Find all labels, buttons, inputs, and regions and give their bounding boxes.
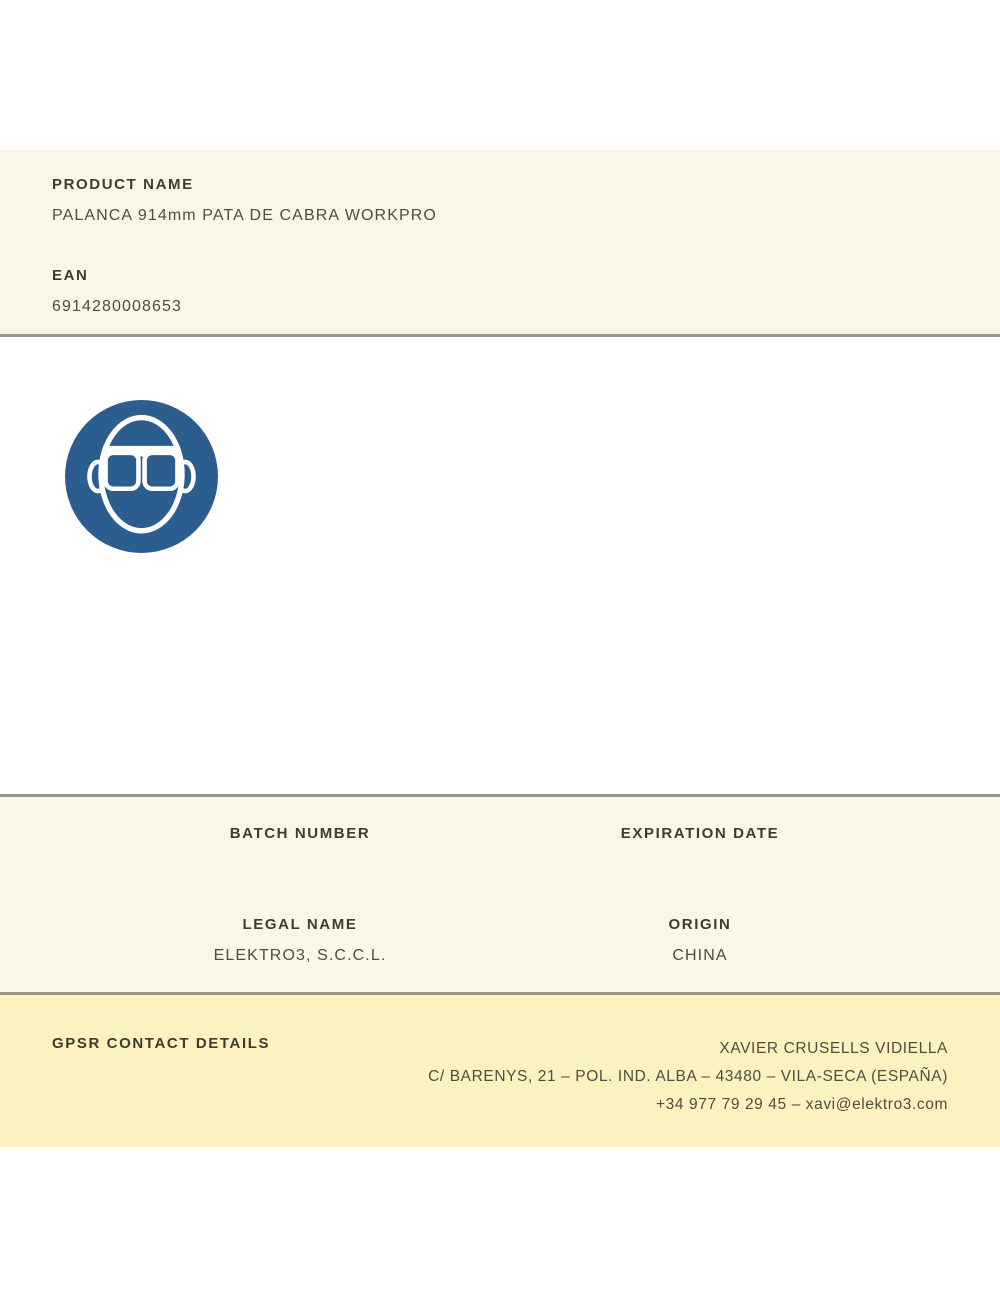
origin-field [500, 916, 900, 965]
legal-name-field [100, 916, 500, 965]
gpsr-address: C/ BARENYS, 21 – POL. IND. ALBA – 43480 – VILA-SECA (ESPAÑA) [428, 1068, 948, 1085]
legal-name-label: LEGAL NAME [242, 916, 358, 933]
ean-field [52, 267, 948, 316]
ean-value: 6914280008653 [52, 298, 182, 315]
gpsr-contact-block [428, 1035, 948, 1119]
origin-value: CHINA [672, 947, 728, 964]
wear-eye-protection-icon [65, 400, 218, 553]
gpsr-section [0, 995, 1000, 1147]
batch-number-field [100, 825, 500, 842]
expiration-date-field [500, 825, 900, 842]
origin-label: ORIGIN [668, 916, 732, 933]
pictogram-section [0, 337, 1000, 794]
product-name-label: PRODUCT NAME [52, 176, 194, 193]
details-grid [100, 825, 900, 965]
product-name-value: PALANCA 914mm PATA DE CABRA WORKPRO [52, 207, 437, 224]
details-section [0, 794, 1000, 995]
batch-number-label: BATCH NUMBER [229, 825, 371, 842]
product-name-field [52, 176, 948, 225]
legal-name-value: ELEKTRO3, S.C.C.L. [213, 947, 387, 964]
gpsr-phone-email: +34 977 79 29 45 – xavi@elektro3.com [656, 1096, 948, 1113]
gpsr-label: GPSR CONTACT DETAILS [52, 1035, 271, 1052]
expiration-date-label: EXPIRATION DATE [620, 825, 780, 842]
ean-label: EAN [52, 267, 89, 284]
gpsr-contact-name: XAVIER CRUSELLS VIDIELLA [719, 1040, 948, 1057]
product-header-section [0, 150, 1000, 337]
